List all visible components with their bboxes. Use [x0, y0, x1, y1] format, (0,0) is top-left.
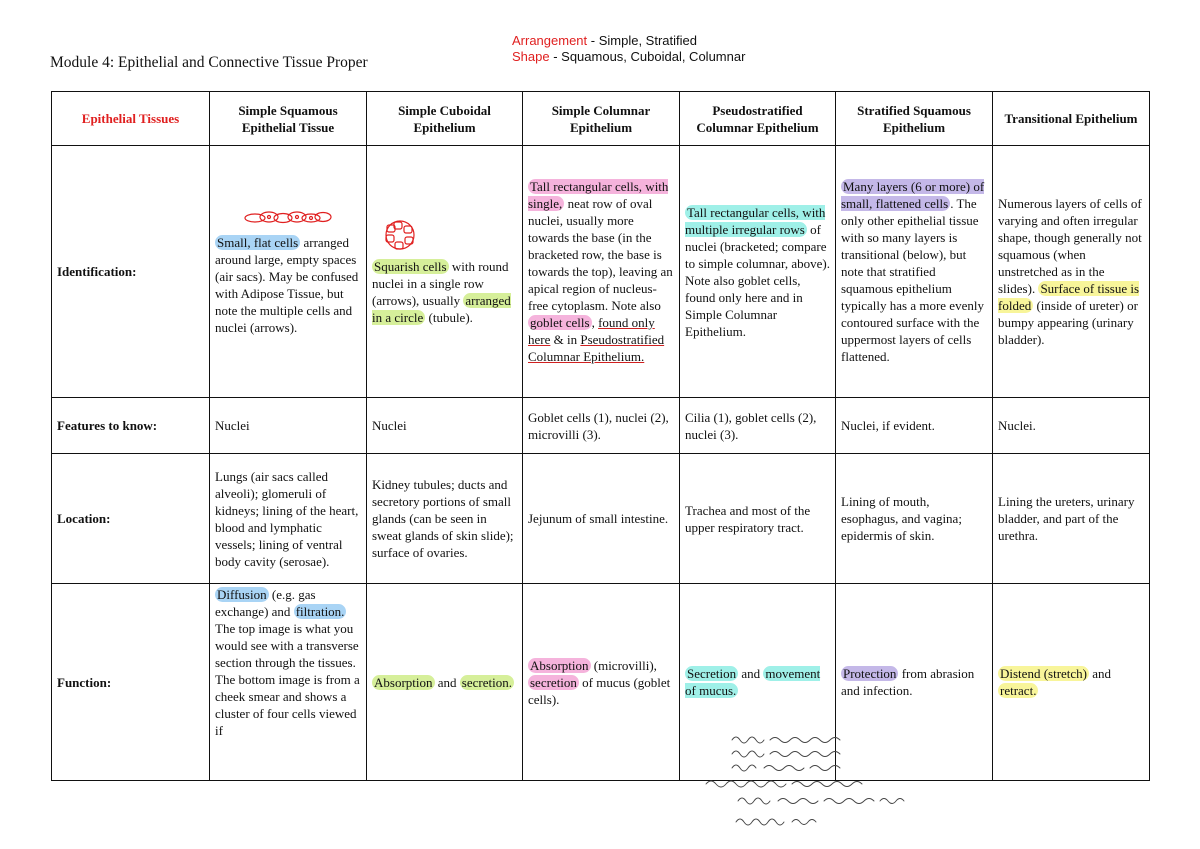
corner-header: Epithelial Tissues [52, 92, 210, 146]
table-row-function [52, 584, 1150, 781]
highlight-arranged-in-circle: arranged in a circle [372, 292, 511, 325]
underline-pseudostratified: Pseudostratified Columnar Epithelium. [528, 332, 665, 364]
cell-location-stratified: Lining of mouth, esophagus, and vagina; epidermis of skin. [836, 454, 993, 584]
row-header-function: Function: [52, 584, 210, 781]
cell-identification-squamous [210, 146, 367, 398]
column-header-transitional: Transitional Epithelium [993, 92, 1150, 146]
text-stratified-ident: . The only other epithelial tissue with so many layers is transitional (below), but note that stratified squamous epithelium typically has a more evenly contoured surface with the uppermost layers of cells flattened. [841, 196, 984, 364]
page-title: Module 4: Epithelial and Connective Tissue Proper [50, 54, 368, 71]
cell-function-cuboidal [367, 584, 523, 781]
cell-identification-columnar [523, 146, 680, 398]
text-transitional-func: and [1089, 666, 1112, 681]
text-squamous-ident: arranged around large, empty spaces (air sacs). May be confused with Adipose Tissue, but note the multiple cells and nuclei (arrows). [215, 234, 359, 335]
legend-arrangement-value: - Simple, Stratified [587, 33, 697, 48]
table-row-location [52, 454, 1150, 584]
highlight-squarish-cells: Squarish cells [374, 258, 447, 274]
text-cuboidal-ident-1: with round nuclei in a single row (arrows), usually [372, 258, 509, 308]
handwritten-notes-scribble [700, 728, 960, 838]
highlight-movement-mucus: movement of mucus. [685, 666, 821, 698]
cell-function-squamous-clip [215, 586, 361, 739]
highlight-small-flat-cells: Small, flat cells [217, 234, 299, 250]
column-header-cuboidal: Simple Cuboidal Epithelium [367, 92, 523, 146]
highlight-many-layers: Many layers (6 or more) of small, flattened cells [841, 179, 985, 211]
cell-location-cuboidal: Kidney tubules; ducts and secretory portions of small glands (can be seen in sweat glands of skin slide); surface of ovaries. [367, 454, 523, 584]
text-pseudo-func: and [738, 666, 764, 681]
highlight-secretion-cuboidal: secretion. [461, 674, 512, 690]
cell-location-squamous: Lungs (air sacs called alveoli); glomeruli of kidneys; lining of the heart, blood and lymphatic vessels; lining of ventral body cavity (serosae). [210, 454, 367, 584]
text-columnar-ident-3: & in [550, 332, 581, 347]
highlight-absorption-cuboidal: Absorption [374, 674, 433, 690]
cell-location-pseudostratified: Trachea and most of the upper respiratory tract. [680, 454, 836, 584]
highlight-goblet-cells: goblet cells [530, 315, 590, 330]
table-header-row [52, 92, 1150, 146]
text-columnar-ident-2: , [591, 315, 599, 330]
text-cuboidal-ident-2: (tubule). [425, 309, 473, 325]
flat-cells-sketch-icon [243, 208, 333, 228]
legend-shape-value: - Squamous, Cuboidal, Columnar [549, 49, 746, 64]
text-squamous-func-2: The top image is what you would see with a transverse section through the tissues. The bottom image is from a cheek smear and shows a cluster of four cells viewed if [215, 621, 360, 738]
legend-shape-key: Shape [512, 49, 550, 64]
table-row-identification [52, 146, 1150, 398]
cell-features-squamous: Nuclei [210, 398, 367, 454]
cell-identification-cuboidal [367, 146, 523, 398]
highlight-diffusion: Diffusion [217, 587, 267, 602]
column-header-squamous: Simple Squamous Epithelial Tissue [210, 92, 367, 146]
cell-features-pseudostratified: Cilia (1), goblet cells (2), nuclei (3). [680, 398, 836, 454]
underline-found-only-here: found only here [528, 315, 655, 347]
cell-location-columnar: Jejunum of small intestine. [523, 454, 680, 584]
highlight-retract: retract. [1000, 683, 1037, 698]
column-header-columnar: Simple Columnar Epithelium [523, 92, 680, 146]
legend-arrangement-key: Arrangement [512, 33, 588, 48]
legend-shape [512, 49, 745, 65]
highlight-secretion-pseudo: Secretion [687, 666, 737, 681]
row-header-features: Features to know: [52, 398, 210, 454]
table-row-features [52, 398, 1150, 454]
cuboidal-cells-sketch-icon [380, 218, 420, 252]
cell-features-cuboidal: Nuclei [367, 398, 523, 454]
cell-features-columnar: Goblet cells (1), nuclei (2), microvilli (3). [523, 398, 680, 454]
cell-function-transitional [993, 584, 1150, 781]
text-stratified-func: from abrasion and infection. [841, 666, 975, 698]
text-columnar-func-2: of mucus (goblet cells). [528, 674, 671, 707]
cell-identification-transitional [993, 146, 1150, 398]
cell-identification-stratified [836, 146, 993, 398]
cell-function-columnar [523, 584, 680, 781]
highlight-surface-folded: Surface of tissue is folded [998, 281, 1140, 313]
column-header-pseudostratified: Pseudostratified Columnar Epithelium [680, 92, 836, 146]
cell-identification-pseudostratified [680, 146, 836, 398]
text-pseudo-ident: of nuclei (bracketed; compare to simple columnar, above). Note also goblet cells, found only here and in Simple Columnar Epithelium. [685, 221, 830, 339]
highlight-filtration: filtration. [295, 604, 345, 619]
text-transitional-ident-1: Numerous layers of cells of varying and often irregular shape, though generally not squamous (when unstretched as in the slides). [998, 196, 1142, 296]
cell-function-squamous [210, 584, 367, 781]
text-transitional-ident-2: (inside of ureter) or bumpy appearing (urinary bladder). [998, 298, 1138, 347]
epithelial-tissue-table [51, 91, 1150, 781]
text-columnar-func-1: (microvilli), [590, 657, 657, 673]
highlight-tall-rectangular-multiple: Tall rectangular cells, with multiple irregular rows [685, 204, 826, 237]
cell-features-stratified: Nuclei, if evident. [836, 398, 993, 454]
text-squamous-func-1: (e.g. gas exchange) and [215, 587, 316, 619]
highlight-absorption-columnar: Absorption [530, 657, 589, 673]
row-header-identification: Identification: [52, 146, 210, 398]
text-cuboidal-func: and [434, 674, 460, 690]
highlight-protection: Protection [843, 666, 897, 681]
highlight-secretion-columnar: secretion [530, 674, 577, 690]
column-header-stratified: Stratified Squamous Epithelium [836, 92, 993, 146]
legend [512, 33, 745, 65]
text-columnar-ident-1: neat row of oval nuclei, usually more towards the base (in the bracketed row, the base is towards the top), leaving an apical region of nucleus-free cytoplasm. Note also [528, 196, 673, 313]
cell-features-transitional: Nuclei. [993, 398, 1150, 454]
highlight-tall-rectangular-single: Tall rectangular cells, with single, [528, 179, 669, 211]
cell-location-transitional: Lining the ureters, urinary bladder, and part of the urethra. [993, 454, 1150, 584]
row-header-location: Location: [52, 454, 210, 584]
legend-arrangement [512, 33, 745, 49]
highlight-distend: Distend (stretch) [1000, 666, 1088, 681]
